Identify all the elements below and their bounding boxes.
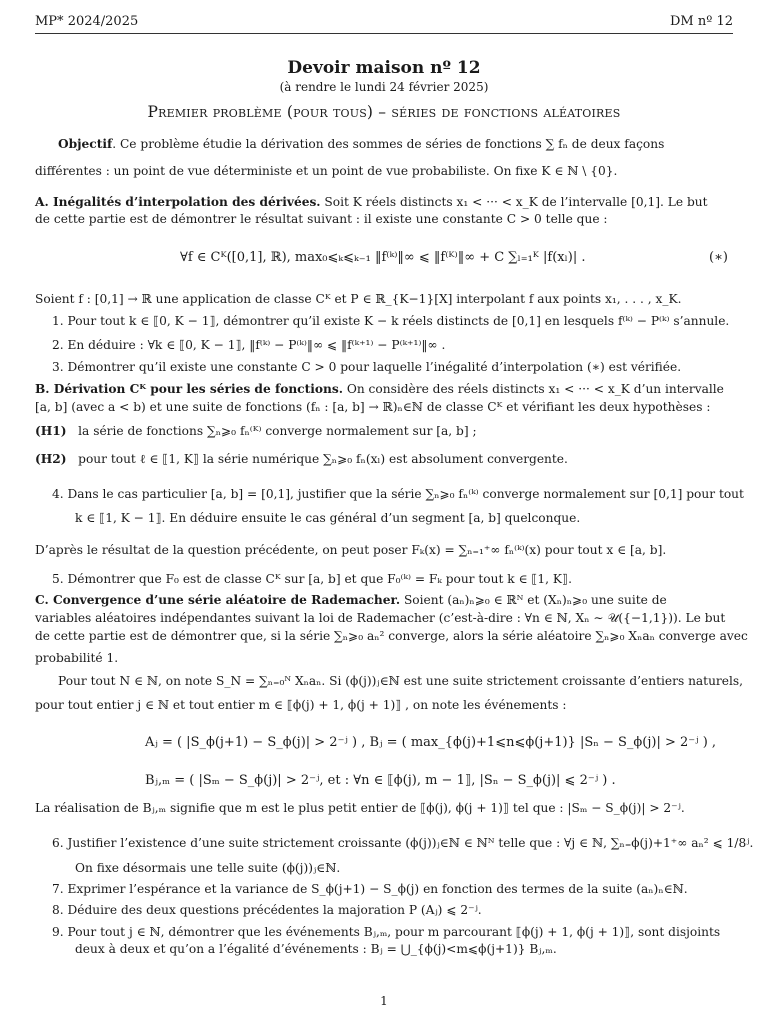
question-4-line-2: k ∈ ⟦1, K − 1⟧. En déduire ensuite le cas général d’un segment [a, b] quelconque. (75, 511, 581, 525)
interpolation-inequality: ∀f ∈ Cᴷ([0,1], ℝ), max₀⩽ₖ⩽ₖ₋₁ ‖f⁽ᵏ⁾‖∞ ⩽ ‖f⁽ᴷ⁾‖∞ + C ∑ₗ₌₁ᴷ |f(xₗ)| . (180, 250, 586, 265)
h1-text: la série de fonctions ∑ₙ⩾₀ fₙ⁽ᴷ⁾ converge normalement sur [a, b] ; (78, 424, 477, 438)
page-number: 1 (380, 994, 388, 1008)
question-2: 2. En déduire : ∀k ∈ ⟦0, K − 1⟧, ‖f⁽ᵏ⁾ − P⁽ᵏ⁾‖∞ ⩽ ‖f⁽ᵏ⁺¹⁾ − P⁽ᵏ⁺¹⁾‖∞ . (52, 338, 446, 352)
question-6-line-1: 6. Justifier l’existence d’une suite strictement croissante (ϕ(j))ⱼ∈ℕ ∈ ℕᴺ telle que : ∀j ∈ ℕ, ∑ₙ₌ϕ(j)+1⁺∞ aₙ² ⩽ 1/8ʲ. (52, 836, 754, 850)
h1-label: (H1) (35, 424, 67, 438)
section-a-line-1 (35, 194, 708, 211)
header-right: DM nº 12 (669, 14, 733, 29)
section-a-heading: A. Inégalités d’interpolation des dérivées. (35, 195, 321, 209)
question-5: 5. Démontrer que F₀ est de classe Cᴷ sur [a, b] et que F₀⁽ᵏ⁾ = Fₖ pour tout k ∈ ⟦1, K⟧. (52, 572, 572, 586)
problem-title: Premier problème (pour tous) – séries de fonctions aléatoires (147, 103, 621, 121)
section-a-line-2: de cette partie est de démontrer le résultat suivant : il existe une constante C > 0 telle que : (35, 212, 608, 226)
section-a-text-1: Soit K réels distincts x₁ < ··· < x_K de l’intervalle [0,1]. Le but (320, 195, 708, 209)
section-c-line-1 (35, 592, 667, 609)
question-7: 7. Exprimer l’espérance et la variance de S_ϕ(j+1) − S_ϕ(j) en fonction des termes de la suite (aₙ)ₙ∈ℕ. (52, 882, 688, 896)
section-a-soient: Soient f : [0,1] → ℝ une application de classe Cᴷ et P ∈ ℝ_{K−1}[X] interpolant f aux points x₁, . . . , x_K. (35, 292, 682, 306)
header-left: MP* 2024/2025 (35, 14, 139, 29)
objectif-line-1 (58, 136, 664, 153)
events-bjm-equation: Bⱼ,ₘ = ( |Sₘ − S_ϕ(j)| > 2⁻ʲ, et : ∀n ∈ ⟦ϕ(j), m − 1⟧, |Sₙ − S_ϕ(j)| ⩽ 2⁻ʲ ) . (145, 773, 616, 788)
h2-text: pour tout ℓ ∈ ⟦1, K⟧ la série numérique ∑ₙ⩾₀ fₙ(xₗ) est absolument convergente. (78, 452, 568, 466)
events-a-b-equation: Aⱼ = ( |S_ϕ(j+1) − S_ϕ(j)| > 2⁻ʲ ) , Bⱼ = ( max_{ϕ(j)+1⩽n⩽ϕ(j+1)} |Sₙ − S_ϕ(j)| > 2⁻ʲ ) , (145, 735, 717, 750)
section-c-text-1: Soient (aₙ)ₙ⩾₀ ∈ ℝᴺ et (Xₙ)ₙ⩾₀ une suite de (400, 593, 667, 607)
question-3: 3. Démontrer qu’il existe une constante C > 0 pour laquelle l’inégalité d’interpolation (∗) est vérifiée. (52, 360, 682, 374)
section-c-line-3: de cette partie est de démontrer que, si la série ∑ₙ⩾₀ aₙ² converge, alors la série aléatoire ∑ₙ⩾₀ Xₙaₙ converge avec (35, 629, 748, 643)
objectif-label: Objectif (58, 137, 113, 151)
section-b-dapres: D’après le résultat de la question précédente, on peut poser Fₖ(x) = ∑ₙ₌₁⁺∞ fₙ⁽ᵏ⁾(x) pour tout x ∈ [a, b]. (35, 543, 667, 557)
section-c-line-2: variables aléatoires indépendantes suivant la loi de Rademacher (c’est-à-dire : ∀n ∈ ℕ, Xₙ ∼ 𝒰({−1,1})). Le but (35, 611, 726, 625)
section-b-heading: B. Dérivation Cᴷ pour les séries de fonctions. (35, 382, 343, 396)
h2-label: (H2) (35, 452, 67, 466)
question-1: 1. Pour tout k ∈ ⟦0, K − 1⟧, démontrer qu’il existe K − k réels distincts de [0,1] en lesquels f⁽ᵏ⁾ − P⁽ᵏ⁾ s’annule. (52, 314, 730, 328)
question-4-line-1: 4. Dans le cas particulier [a, b] = [0,1], justifier que la série ∑ₙ⩾₀ fₙ⁽ᵏ⁾ converge normalement sur [0,1] pour tout (52, 487, 744, 501)
objectif-line-2: différentes : un point de vue déterministe et un point de vue probabiliste. On fixe K ∈ ℕ \ {0}. (35, 164, 618, 178)
header-rule (35, 33, 733, 34)
section-c-pour-line-2: pour tout entier j ∈ ℕ et tout entier m ∈ ⟦ϕ(j) + 1, ϕ(j + 1)⟧ , on note les événements : (35, 698, 567, 712)
objectif-text-1: . Ce problème étudie la dérivation des sommes de séries de fonctions ∑ fₙ de deux façons (112, 137, 665, 151)
section-c-realisation: La réalisation de Bⱼ,ₘ signifie que m est le plus petit entier de ⟦ϕ(j), ϕ(j + 1)⟧ tel que : |Sₘ − S_ϕ(j)| > 2⁻ʲ. (35, 801, 685, 815)
section-c-line-4: probabilité 1. (35, 651, 119, 665)
section-c-pour-line-1: Pour tout N ∈ ℕ, on note S_N = ∑ₙ₌₀ᴺ Xₙaₙ. Si (ϕ(j))ⱼ∈ℕ est une suite strictement croissante d’entiers naturels, (58, 674, 743, 688)
section-c-heading: C. Convergence d’une série aléatoire de Rademacher. (35, 593, 401, 607)
hypothesis-h1 (35, 423, 477, 440)
question-9-line-1: 9. Pour tout j ∈ ℕ, démontrer que les événements Bⱼ,ₘ, pour m parcourant ⟦ϕ(j) + 1, ϕ(j + 1)⟧, sont disjoints (52, 925, 721, 939)
question-6-line-2: On fixe désormais une telle suite (ϕ(j))ⱼ∈ℕ. (75, 861, 341, 875)
hypothesis-h2 (35, 451, 568, 468)
question-9-line-2: deux à deux et qu’on a l’égalité d’événements : Bⱼ = ⋃_{ϕ(j)<m⩽ϕ(j+1)} Bⱼ,ₘ. (75, 942, 557, 956)
equation-tag: (∗) (709, 250, 728, 265)
section-b-line-1 (35, 381, 724, 398)
document-title: Devoir maison nº 12 (287, 58, 481, 78)
section-b-text-1: On considère des réels distincts x₁ < ··· < x_K d’un intervalle (342, 382, 724, 396)
section-b-line-2: [a, b] (avec a < b) et une suite de fonctions (fₙ : [a, b] → ℝ)ₙ∈ℕ de classe Cᴷ et vérifiant les deux hypothèses : (35, 400, 711, 414)
document-subtitle: (à rendre le lundi 24 février 2025) (279, 80, 489, 94)
question-8: 8. Déduire des deux questions précédentes la majoration P (Aⱼ) ⩽ 2⁻ʲ. (52, 903, 482, 917)
